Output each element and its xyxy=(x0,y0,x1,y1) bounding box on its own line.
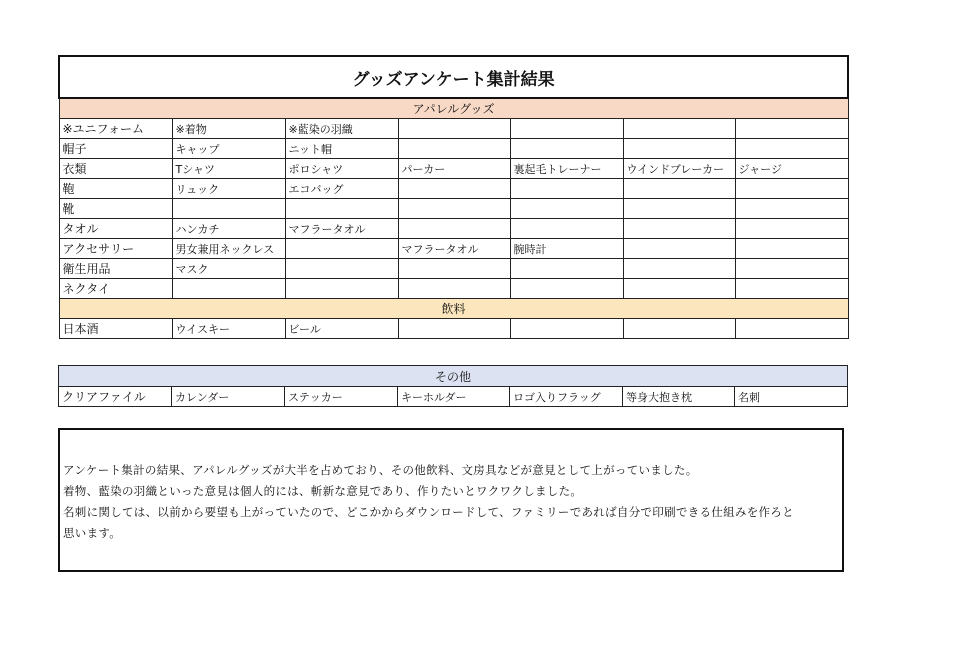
item-cell[interactable] xyxy=(735,279,848,299)
item-cell[interactable]: 腕時計 xyxy=(510,239,623,259)
item-cell[interactable]: マフラータオル xyxy=(285,219,398,239)
item-cell[interactable]: エコバッグ xyxy=(285,179,398,199)
item-cell[interactable]: 裏起毛トレーナー xyxy=(510,159,623,179)
item-cell[interactable]: キャップ xyxy=(172,139,285,159)
table-row xyxy=(59,387,848,407)
item-cell[interactable]: ジャージ xyxy=(735,159,848,179)
item-cell[interactable] xyxy=(510,279,623,299)
item-cell[interactable] xyxy=(623,139,735,159)
table-row xyxy=(59,139,848,159)
item-cell[interactable] xyxy=(735,259,848,279)
item-cell[interactable] xyxy=(735,119,848,139)
summary-comment-box xyxy=(58,428,844,572)
item-cell[interactable]: ニット帽 xyxy=(285,139,398,159)
summary-line: 思います。 xyxy=(63,526,122,540)
sheet-title: グッズアンケート集計結果 xyxy=(59,56,848,98)
item-cell[interactable]: Tシャツ xyxy=(172,159,285,179)
table-row xyxy=(59,119,848,139)
table-row xyxy=(59,219,848,239)
summary-line: アンケート集計の結果、アパレルグッズが大半を占めており、その他飲料、文房具などが意見として上がっていました。 xyxy=(63,463,698,477)
table-row xyxy=(59,159,848,179)
category-cell[interactable]: ※ユニフォーム xyxy=(59,119,172,139)
section-header-apparel: アパレルグッズ xyxy=(59,98,848,119)
item-cell[interactable] xyxy=(510,119,623,139)
table-row xyxy=(59,239,848,259)
item-cell[interactable]: ウインドブレーカー xyxy=(623,159,735,179)
item-cell[interactable] xyxy=(510,219,623,239)
other-goods-table xyxy=(58,365,848,407)
category-cell[interactable]: 衣類 xyxy=(59,159,172,179)
item-cell[interactable] xyxy=(398,279,510,299)
category-cell[interactable]: クリアファイル xyxy=(59,387,172,407)
item-cell[interactable] xyxy=(735,319,848,339)
item-cell[interactable]: キーホルダー xyxy=(398,387,510,407)
item-cell[interactable] xyxy=(285,279,398,299)
category-cell[interactable]: 帽子 xyxy=(59,139,172,159)
item-cell[interactable] xyxy=(398,199,510,219)
item-cell[interactable] xyxy=(623,119,735,139)
item-cell[interactable] xyxy=(398,139,510,159)
category-cell[interactable]: タオル xyxy=(59,219,172,239)
section-header-other: その他 xyxy=(59,366,848,387)
table-row xyxy=(59,199,848,219)
item-cell[interactable] xyxy=(172,199,285,219)
summary-line: 名刺に関しては、以前から要望も上がっていたので、どこかからダウンロードして、ファミリーであれば自分で印刷できる仕組みを作ろと xyxy=(63,505,794,519)
item-cell[interactable]: パーカー xyxy=(398,159,510,179)
item-cell[interactable] xyxy=(398,179,510,199)
item-cell[interactable] xyxy=(172,279,285,299)
item-cell[interactable] xyxy=(285,239,398,259)
item-cell[interactable] xyxy=(623,239,735,259)
section-header-drinks: 飲料 xyxy=(59,299,848,319)
item-cell[interactable]: ※着物 xyxy=(172,119,285,139)
item-cell[interactable]: カレンダー xyxy=(172,387,285,407)
item-cell[interactable]: ロゴ入りフラッグ xyxy=(510,387,623,407)
item-cell[interactable] xyxy=(735,139,848,159)
category-cell[interactable]: アクセサリー xyxy=(59,239,172,259)
item-cell[interactable]: ※藍染の羽織 xyxy=(285,119,398,139)
item-cell[interactable]: 男女兼用ネックレス xyxy=(172,239,285,259)
item-cell[interactable] xyxy=(735,199,848,219)
item-cell[interactable]: ステッカー xyxy=(285,387,398,407)
item-cell[interactable]: マスク xyxy=(172,259,285,279)
item-cell[interactable]: リュック xyxy=(172,179,285,199)
item-cell[interactable] xyxy=(398,119,510,139)
category-cell[interactable]: 日本酒 xyxy=(59,319,172,339)
item-cell[interactable] xyxy=(510,139,623,159)
item-cell[interactable] xyxy=(510,199,623,219)
table-row xyxy=(59,259,848,279)
item-cell[interactable] xyxy=(623,279,735,299)
item-cell[interactable]: ハンカチ xyxy=(172,219,285,239)
item-cell[interactable] xyxy=(623,219,735,239)
item-cell[interactable] xyxy=(623,179,735,199)
category-cell[interactable]: 靴 xyxy=(59,199,172,219)
summary-line: 着物、藍染の羽織といった意見は個人的には、斬新な意見であり、作りたいとワクワクしました。 xyxy=(63,484,583,498)
item-cell[interactable] xyxy=(398,319,510,339)
table-row xyxy=(59,179,848,199)
item-cell[interactable]: 等身大抱き枕 xyxy=(623,387,735,407)
item-cell[interactable] xyxy=(285,199,398,219)
item-cell[interactable]: ビール xyxy=(285,319,398,339)
item-cell[interactable] xyxy=(623,259,735,279)
item-cell[interactable] xyxy=(735,219,848,239)
item-cell[interactable]: 名刺 xyxy=(735,387,848,407)
item-cell[interactable]: マフラータオル xyxy=(398,239,510,259)
category-cell[interactable]: 衛生用品 xyxy=(59,259,172,279)
item-cell[interactable]: ウイスキー xyxy=(172,319,285,339)
item-cell[interactable] xyxy=(735,179,848,199)
item-cell[interactable] xyxy=(510,259,623,279)
item-cell[interactable] xyxy=(510,319,623,339)
item-cell[interactable] xyxy=(735,239,848,259)
item-cell[interactable] xyxy=(285,259,398,279)
category-cell[interactable]: ネクタイ xyxy=(59,279,172,299)
item-cell[interactable] xyxy=(398,219,510,239)
table-row xyxy=(59,279,848,299)
table-row xyxy=(59,319,848,339)
survey-results-table xyxy=(58,55,849,339)
item-cell[interactable] xyxy=(623,319,735,339)
item-cell[interactable] xyxy=(510,179,623,199)
item-cell[interactable] xyxy=(398,259,510,279)
category-cell[interactable]: 鞄 xyxy=(59,179,172,199)
item-cell[interactable]: ポロシャツ xyxy=(285,159,398,179)
item-cell[interactable] xyxy=(623,199,735,219)
